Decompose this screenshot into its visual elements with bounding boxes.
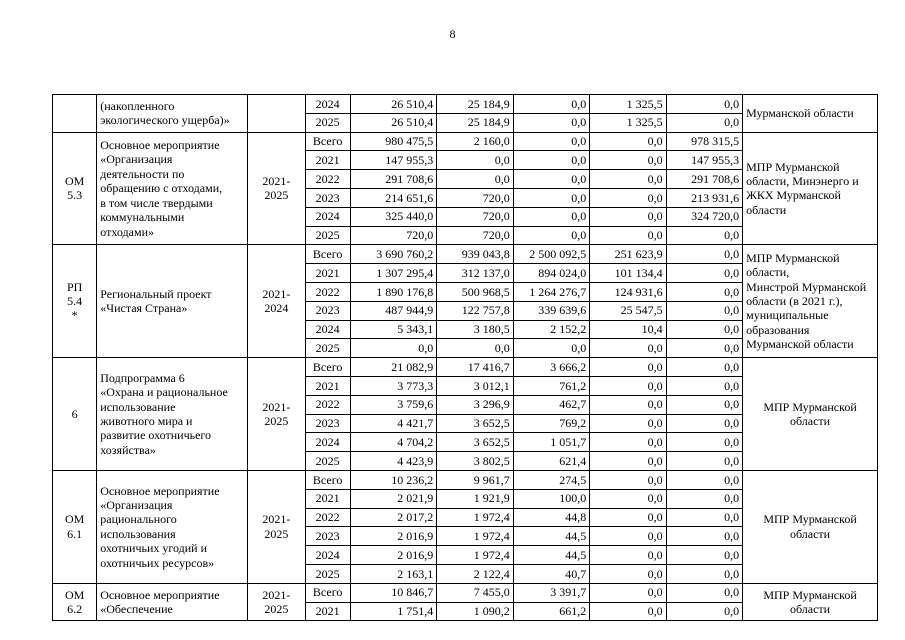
extra-cell: 291 708,6 <box>666 170 742 189</box>
extra-cell: 0,0 <box>666 301 742 320</box>
extra-cell: 0,0 <box>666 602 742 621</box>
federal-cell: 3 802,5 <box>437 452 513 471</box>
federal-cell: 1 090,2 <box>437 602 513 621</box>
table-row <box>53 132 878 151</box>
other-cell: 0,0 <box>590 207 666 226</box>
regional-cell: 3 391,7 <box>513 583 589 602</box>
other-cell: 10,4 <box>590 320 666 339</box>
federal-cell: 0,0 <box>437 339 513 358</box>
activity-name: Основное мероприятие «Организация деятельности по обращению с отходами, в том числе твердыми коммунальными отходами» <box>97 132 248 245</box>
federal-cell: 312 137,0 <box>437 264 513 283</box>
row-total-cell: 0,0 <box>350 339 437 358</box>
federal-cell: 7 455,0 <box>437 583 513 602</box>
extra-cell: 0,0 <box>666 583 742 602</box>
other-cell: 0,0 <box>590 376 666 395</box>
extra-cell: 0,0 <box>666 527 742 546</box>
regional-cell: 661,2 <box>513 602 589 621</box>
executor: Мурманской области <box>743 95 878 133</box>
activity-code: ОМ 6.2 <box>53 583 97 621</box>
year-cell: Всего <box>305 358 350 377</box>
federal-cell: 0,0 <box>437 151 513 170</box>
regional-cell: 0,0 <box>513 226 589 245</box>
row-total-cell: 2 016,9 <box>350 546 437 565</box>
regional-cell: 44,8 <box>513 508 589 527</box>
year-cell: 2024 <box>305 546 350 565</box>
extra-cell: 0,0 <box>666 282 742 301</box>
regional-cell: 40,7 <box>513 564 589 583</box>
activity-period: 2021- 2025 <box>248 358 305 471</box>
executor: МПР Мурманской области, Минстрой Мурманской области (в 2021 г.), муниципальные образования Мурманской области <box>743 245 878 358</box>
year-cell: 2024 <box>305 433 350 452</box>
year-cell: 2021 <box>305 264 350 283</box>
regional-cell: 274,5 <box>513 470 589 489</box>
regional-cell: 761,2 <box>513 376 589 395</box>
federal-cell: 720,0 <box>437 207 513 226</box>
year-cell: 2022 <box>305 395 350 414</box>
federal-cell: 939 043,8 <box>437 245 513 264</box>
federal-cell: 2 122,4 <box>437 564 513 583</box>
activity-name: Региональный проект «Чистая Страна» <box>97 245 248 358</box>
table-row <box>53 95 878 114</box>
row-total-cell: 325 440,0 <box>350 207 437 226</box>
year-cell: Всего <box>305 583 350 602</box>
other-cell: 0,0 <box>590 527 666 546</box>
activity-name: Подпрограмма 6 «Охрана и рациональное использование животного мира и развитие охотничьего хозяйства» <box>97 358 248 471</box>
extra-cell: 0,0 <box>666 489 742 508</box>
row-total-cell: 3 773,3 <box>350 376 437 395</box>
federal-cell: 1 921,9 <box>437 489 513 508</box>
executor: МПР Мурманской области <box>743 470 878 583</box>
activity-code <box>53 95 97 133</box>
federal-cell: 122 757,8 <box>437 301 513 320</box>
extra-cell: 0,0 <box>666 564 742 583</box>
row-total-cell: 10 846,7 <box>350 583 437 602</box>
budget-table <box>52 94 878 621</box>
extra-cell: 0,0 <box>666 452 742 471</box>
other-cell: 0,0 <box>590 508 666 527</box>
page-number: 8 <box>449 27 456 41</box>
row-total-cell: 3 759,6 <box>350 395 437 414</box>
year-cell: 2021 <box>305 376 350 395</box>
federal-cell: 2 160,0 <box>437 132 513 151</box>
extra-cell: 0,0 <box>666 226 742 245</box>
year-cell: Всего <box>305 470 350 489</box>
other-cell: 0,0 <box>590 452 666 471</box>
executor: МПР Мурманской области <box>743 358 878 471</box>
row-total-cell: 214 651,6 <box>350 188 437 207</box>
row-total-cell: 10 236,2 <box>350 470 437 489</box>
regional-cell: 2 500 092,5 <box>513 245 589 264</box>
regional-cell: 894 024,0 <box>513 264 589 283</box>
year-cell: 2022 <box>305 170 350 189</box>
regional-cell: 462,7 <box>513 395 589 414</box>
table-row <box>53 245 878 264</box>
federal-cell: 720,0 <box>437 226 513 245</box>
year-cell: 2021 <box>305 489 350 508</box>
regional-cell: 621,4 <box>513 452 589 471</box>
activity-name: Основное мероприятие «Организация рационального использования охотничьих угодий и охотничьих ресурсов» <box>97 470 248 583</box>
federal-cell: 25 184,9 <box>437 95 513 114</box>
other-cell: 101 134,4 <box>590 264 666 283</box>
federal-cell: 500 968,5 <box>437 282 513 301</box>
other-cell: 0,0 <box>590 414 666 433</box>
year-cell: 2022 <box>305 282 350 301</box>
extra-cell: 0,0 <box>666 264 742 283</box>
other-cell: 0,0 <box>590 151 666 170</box>
activity-code: РП 5.4 * <box>53 245 97 358</box>
activity-code: ОМ 5.3 <box>53 132 97 245</box>
federal-cell: 9 961,7 <box>437 470 513 489</box>
regional-cell: 1 264 276,7 <box>513 282 589 301</box>
activity-name: (накопленного экологического ущерба)» <box>97 95 248 133</box>
federal-cell: 25 184,9 <box>437 113 513 132</box>
year-cell: 2025 <box>305 564 350 583</box>
table-row <box>53 358 878 377</box>
year-cell: Всего <box>305 245 350 264</box>
other-cell: 1 325,5 <box>590 95 666 114</box>
year-cell: 2025 <box>305 452 350 471</box>
extra-cell: 0,0 <box>666 358 742 377</box>
row-total-cell: 1 890 176,8 <box>350 282 437 301</box>
regional-cell: 0,0 <box>513 95 589 114</box>
table-row <box>53 470 878 489</box>
year-cell: 2021 <box>305 602 350 621</box>
row-total-cell: 2 016,9 <box>350 527 437 546</box>
other-cell: 0,0 <box>590 602 666 621</box>
extra-cell: 0,0 <box>666 395 742 414</box>
year-cell: Всего <box>305 132 350 151</box>
year-cell: 2023 <box>305 414 350 433</box>
other-cell: 251 623,9 <box>590 245 666 264</box>
extra-cell: 213 931,6 <box>666 188 742 207</box>
row-total-cell: 26 510,4 <box>350 95 437 114</box>
extra-cell: 0,0 <box>666 470 742 489</box>
row-total-cell: 291 708,6 <box>350 170 437 189</box>
row-total-cell: 5 343,1 <box>350 320 437 339</box>
other-cell: 0,0 <box>590 170 666 189</box>
row-total-cell: 3 690 760,2 <box>350 245 437 264</box>
regional-cell: 0,0 <box>513 207 589 226</box>
extra-cell: 978 315,5 <box>666 132 742 151</box>
regional-cell: 1 051,7 <box>513 433 589 452</box>
regional-cell: 2 152,2 <box>513 320 589 339</box>
row-total-cell: 2 163,1 <box>350 564 437 583</box>
other-cell: 124 931,6 <box>590 282 666 301</box>
regional-cell: 0,0 <box>513 113 589 132</box>
regional-cell: 0,0 <box>513 188 589 207</box>
regional-cell: 100,0 <box>513 489 589 508</box>
year-cell: 2023 <box>305 301 350 320</box>
other-cell: 0,0 <box>590 132 666 151</box>
row-total-cell: 2 017,2 <box>350 508 437 527</box>
year-cell: 2025 <box>305 113 350 132</box>
executor: МПР Мурманской области, Минэнерго и ЖКХ Мурманской области <box>743 132 878 245</box>
extra-cell: 324 720,0 <box>666 207 742 226</box>
regional-cell: 44,5 <box>513 546 589 565</box>
year-cell: 2024 <box>305 95 350 114</box>
activity-period <box>248 95 305 133</box>
other-cell: 0,0 <box>590 226 666 245</box>
other-cell: 0,0 <box>590 470 666 489</box>
federal-cell: 3 652,5 <box>437 433 513 452</box>
row-total-cell: 21 082,9 <box>350 358 437 377</box>
year-cell: 2023 <box>305 188 350 207</box>
activity-code: ОМ 6.1 <box>53 470 97 583</box>
extra-cell: 0,0 <box>666 546 742 565</box>
other-cell: 0,0 <box>590 358 666 377</box>
regional-cell: 0,0 <box>513 132 589 151</box>
row-total-cell: 4 423,9 <box>350 452 437 471</box>
other-cell: 0,0 <box>590 489 666 508</box>
regional-cell: 769,2 <box>513 414 589 433</box>
row-total-cell: 1 751,4 <box>350 602 437 621</box>
activity-period: 2021- 2025 <box>248 583 305 621</box>
year-cell: 2021 <box>305 151 350 170</box>
extra-cell: 0,0 <box>666 245 742 264</box>
row-total-cell: 147 955,3 <box>350 151 437 170</box>
regional-cell: 0,0 <box>513 339 589 358</box>
federal-cell: 0,0 <box>437 170 513 189</box>
row-total-cell: 26 510,4 <box>350 113 437 132</box>
federal-cell: 3 180,5 <box>437 320 513 339</box>
extra-cell: 0,0 <box>666 95 742 114</box>
extra-cell: 0,0 <box>666 508 742 527</box>
row-total-cell: 980 475,5 <box>350 132 437 151</box>
other-cell: 0,0 <box>590 546 666 565</box>
row-total-cell: 720,0 <box>350 226 437 245</box>
row-total-cell: 4 421,7 <box>350 414 437 433</box>
federal-cell: 1 972,4 <box>437 546 513 565</box>
federal-cell: 3 012,1 <box>437 376 513 395</box>
activity-name: Основное мероприятие «Обеспечение <box>97 583 248 621</box>
extra-cell: 0,0 <box>666 376 742 395</box>
other-cell: 0,0 <box>590 564 666 583</box>
federal-cell: 3 296,9 <box>437 395 513 414</box>
activity-period: 2021- 2024 <box>248 245 305 358</box>
regional-cell: 0,0 <box>513 151 589 170</box>
federal-cell: 720,0 <box>437 188 513 207</box>
other-cell: 0,0 <box>590 339 666 358</box>
activity-code: 6 <box>53 358 97 471</box>
activity-period: 2021- 2025 <box>248 470 305 583</box>
extra-cell: 0,0 <box>666 320 742 339</box>
federal-cell: 17 416,7 <box>437 358 513 377</box>
other-cell: 25 547,5 <box>590 301 666 320</box>
year-cell: 2024 <box>305 320 350 339</box>
regional-cell: 44,5 <box>513 527 589 546</box>
year-cell: 2022 <box>305 508 350 527</box>
table-row <box>53 583 878 602</box>
extra-cell: 0,0 <box>666 339 742 358</box>
year-cell: 2025 <box>305 339 350 358</box>
extra-cell: 147 955,3 <box>666 151 742 170</box>
federal-cell: 3 652,5 <box>437 414 513 433</box>
row-total-cell: 2 021,9 <box>350 489 437 508</box>
other-cell: 0,0 <box>590 395 666 414</box>
row-total-cell: 1 307 295,4 <box>350 264 437 283</box>
other-cell: 0,0 <box>590 433 666 452</box>
table-body <box>53 95 878 621</box>
regional-cell: 0,0 <box>513 170 589 189</box>
extra-cell: 0,0 <box>666 414 742 433</box>
other-cell: 0,0 <box>590 188 666 207</box>
regional-cell: 339 639,6 <box>513 301 589 320</box>
federal-cell: 1 972,4 <box>437 527 513 546</box>
year-cell: 2025 <box>305 226 350 245</box>
other-cell: 0,0 <box>590 583 666 602</box>
executor: МПР Мурманской области <box>743 583 878 621</box>
federal-cell: 1 972,4 <box>437 508 513 527</box>
activity-period: 2021- 2025 <box>248 132 305 245</box>
row-total-cell: 4 704,2 <box>350 433 437 452</box>
extra-cell: 0,0 <box>666 113 742 132</box>
regional-cell: 3 666,2 <box>513 358 589 377</box>
other-cell: 1 325,5 <box>590 113 666 132</box>
row-total-cell: 487 944,9 <box>350 301 437 320</box>
year-cell: 2023 <box>305 527 350 546</box>
year-cell: 2024 <box>305 207 350 226</box>
extra-cell: 0,0 <box>666 433 742 452</box>
